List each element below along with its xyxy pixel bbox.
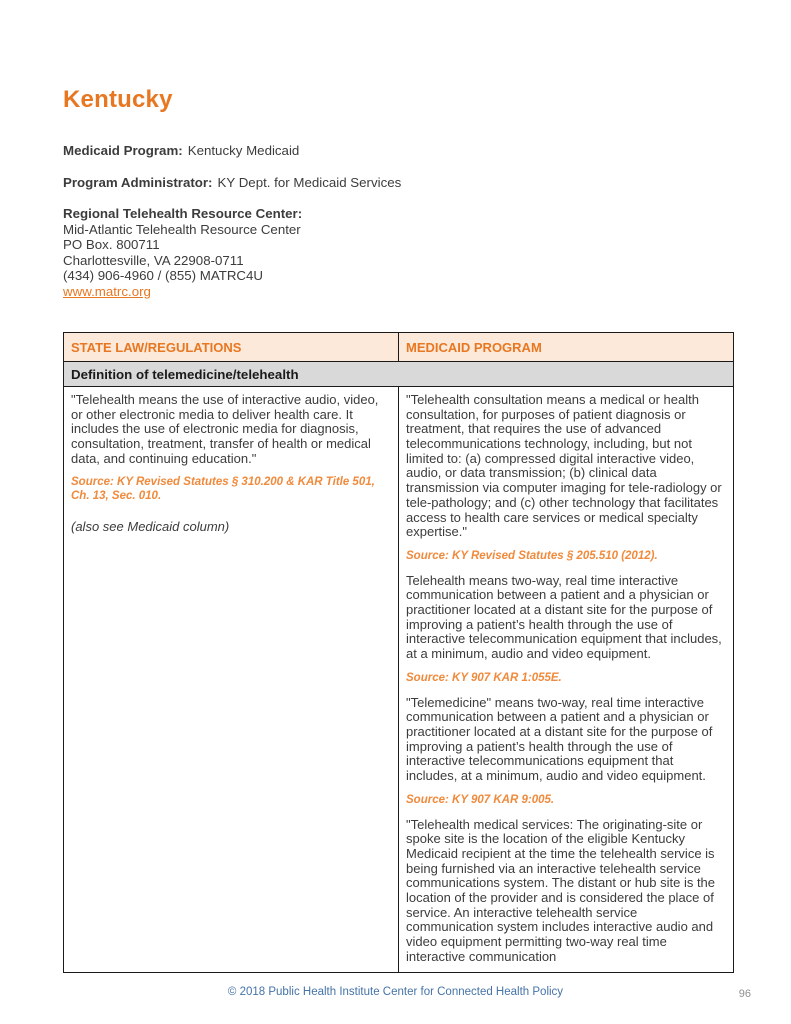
page-title: Kentucky (63, 86, 173, 113)
column-header-medicaid-program: MEDICAID PROGRAM (399, 333, 734, 362)
state-law-cell (64, 387, 399, 973)
regulations-table (63, 332, 734, 973)
page-number: 96 (738, 988, 751, 1000)
section-header-row (64, 362, 734, 387)
rtrc-address-line: (434) 906-4960 / (855) MATRC4U (63, 268, 264, 283)
table-header-row (64, 333, 734, 362)
rtrc-address-line: Mid-Atlantic Telehealth Resource Center (63, 221, 301, 237)
definition-paragraph: "Telehealth consultation means a medical or health consultation, for purposes of patient diagnosis or treatment, that requires the use of advanced telecommunications technology, including, but not limited to: (a) compressed digital interactive video, audio, or data transmission; (b) clinical data transmission via computer imaging for tele-radiology or tele-pathology; and (c) other technology that facilitates access to health care services or medical specialty expertise." (406, 392, 722, 540)
medicaid-program-label: Medicaid Program: (63, 143, 183, 158)
footer-copyright: © 2018 Public Health Institute Center for Connected Health Policy (227, 986, 564, 998)
definition-paragraph: Telehealth means two-way, real time interactive communication between a patient and a physician or practitioner located at a distant site for the purpose of improving a patient’s health through the use of interactive telecommunication equipment that includes, at a minimum, audio and video equipment. (406, 572, 722, 662)
section-header-definition: Definition of telemedicine/telehealth (64, 362, 734, 387)
medicaid-program-value: Kentucky Medicaid (187, 143, 300, 158)
table-content-row (64, 387, 734, 973)
definition-paragraph: "Telemedicine" means two-way, real time interactive communication between a patient and a physician or practitioner located at a distant site for the purpose of improving a patient’s health through the use of interactive telecommunications equipment that includes, at a minimum, audio and video equipment. (406, 694, 713, 784)
source-citation: Source: KY 907 KAR 9:005. (406, 793, 555, 806)
rtrc-label: Regional Telehealth Resource Center: (63, 206, 303, 221)
medicaid-program-cell (399, 387, 734, 973)
statute-quote: "Telehealth means the use of interactive audio, video, or other electronic media to deliver health care. It includes the use of electronic media for diagnosis, consultation, treatment, transfer of health or medical data, and continuing education." (71, 392, 379, 466)
matrc-website-link[interactable]: www.matrc.org (63, 283, 151, 299)
rtrc-address-line: PO Box. 800711 (63, 237, 160, 252)
column-header-state-law: STATE LAW/REGULATIONS (64, 333, 399, 362)
program-administrator-label: Program Administrator: (63, 174, 213, 190)
source-citation: Source: KY Revised Statutes § 205.510 (2012). (406, 549, 658, 562)
source-citation: Source: KY Revised Statutes § 310.200 & KAR Title 501, Ch. 13, Sec. 010. (71, 476, 375, 503)
cross-reference-note: (also see Medicaid column) (71, 519, 230, 535)
medicaid-program-row (63, 143, 738, 159)
rtrc-address-line: Charlottesville, VA 22908-0711 (63, 252, 244, 268)
program-administrator-value: KY Dept. for Medicaid Services (217, 174, 402, 190)
definition-paragraph: "Telehealth medical services: The originating-site or spoke site is the location of the eligible Kentucky Medicaid recipient at the time the telehealth service is being furnished via an interactive telehealth service communications system. The distant or hub site is the location of the provider and is considered the place of service. An interactive telehealth service communication system includes interactive audio and video equipment permitting two-way real time interactive communication (406, 816, 716, 964)
source-citation: Source: KY 907 KAR 1:055E. (406, 671, 562, 684)
program-administrator-row (63, 175, 738, 191)
program-info-block (63, 143, 738, 299)
rtrc-block (63, 206, 738, 299)
